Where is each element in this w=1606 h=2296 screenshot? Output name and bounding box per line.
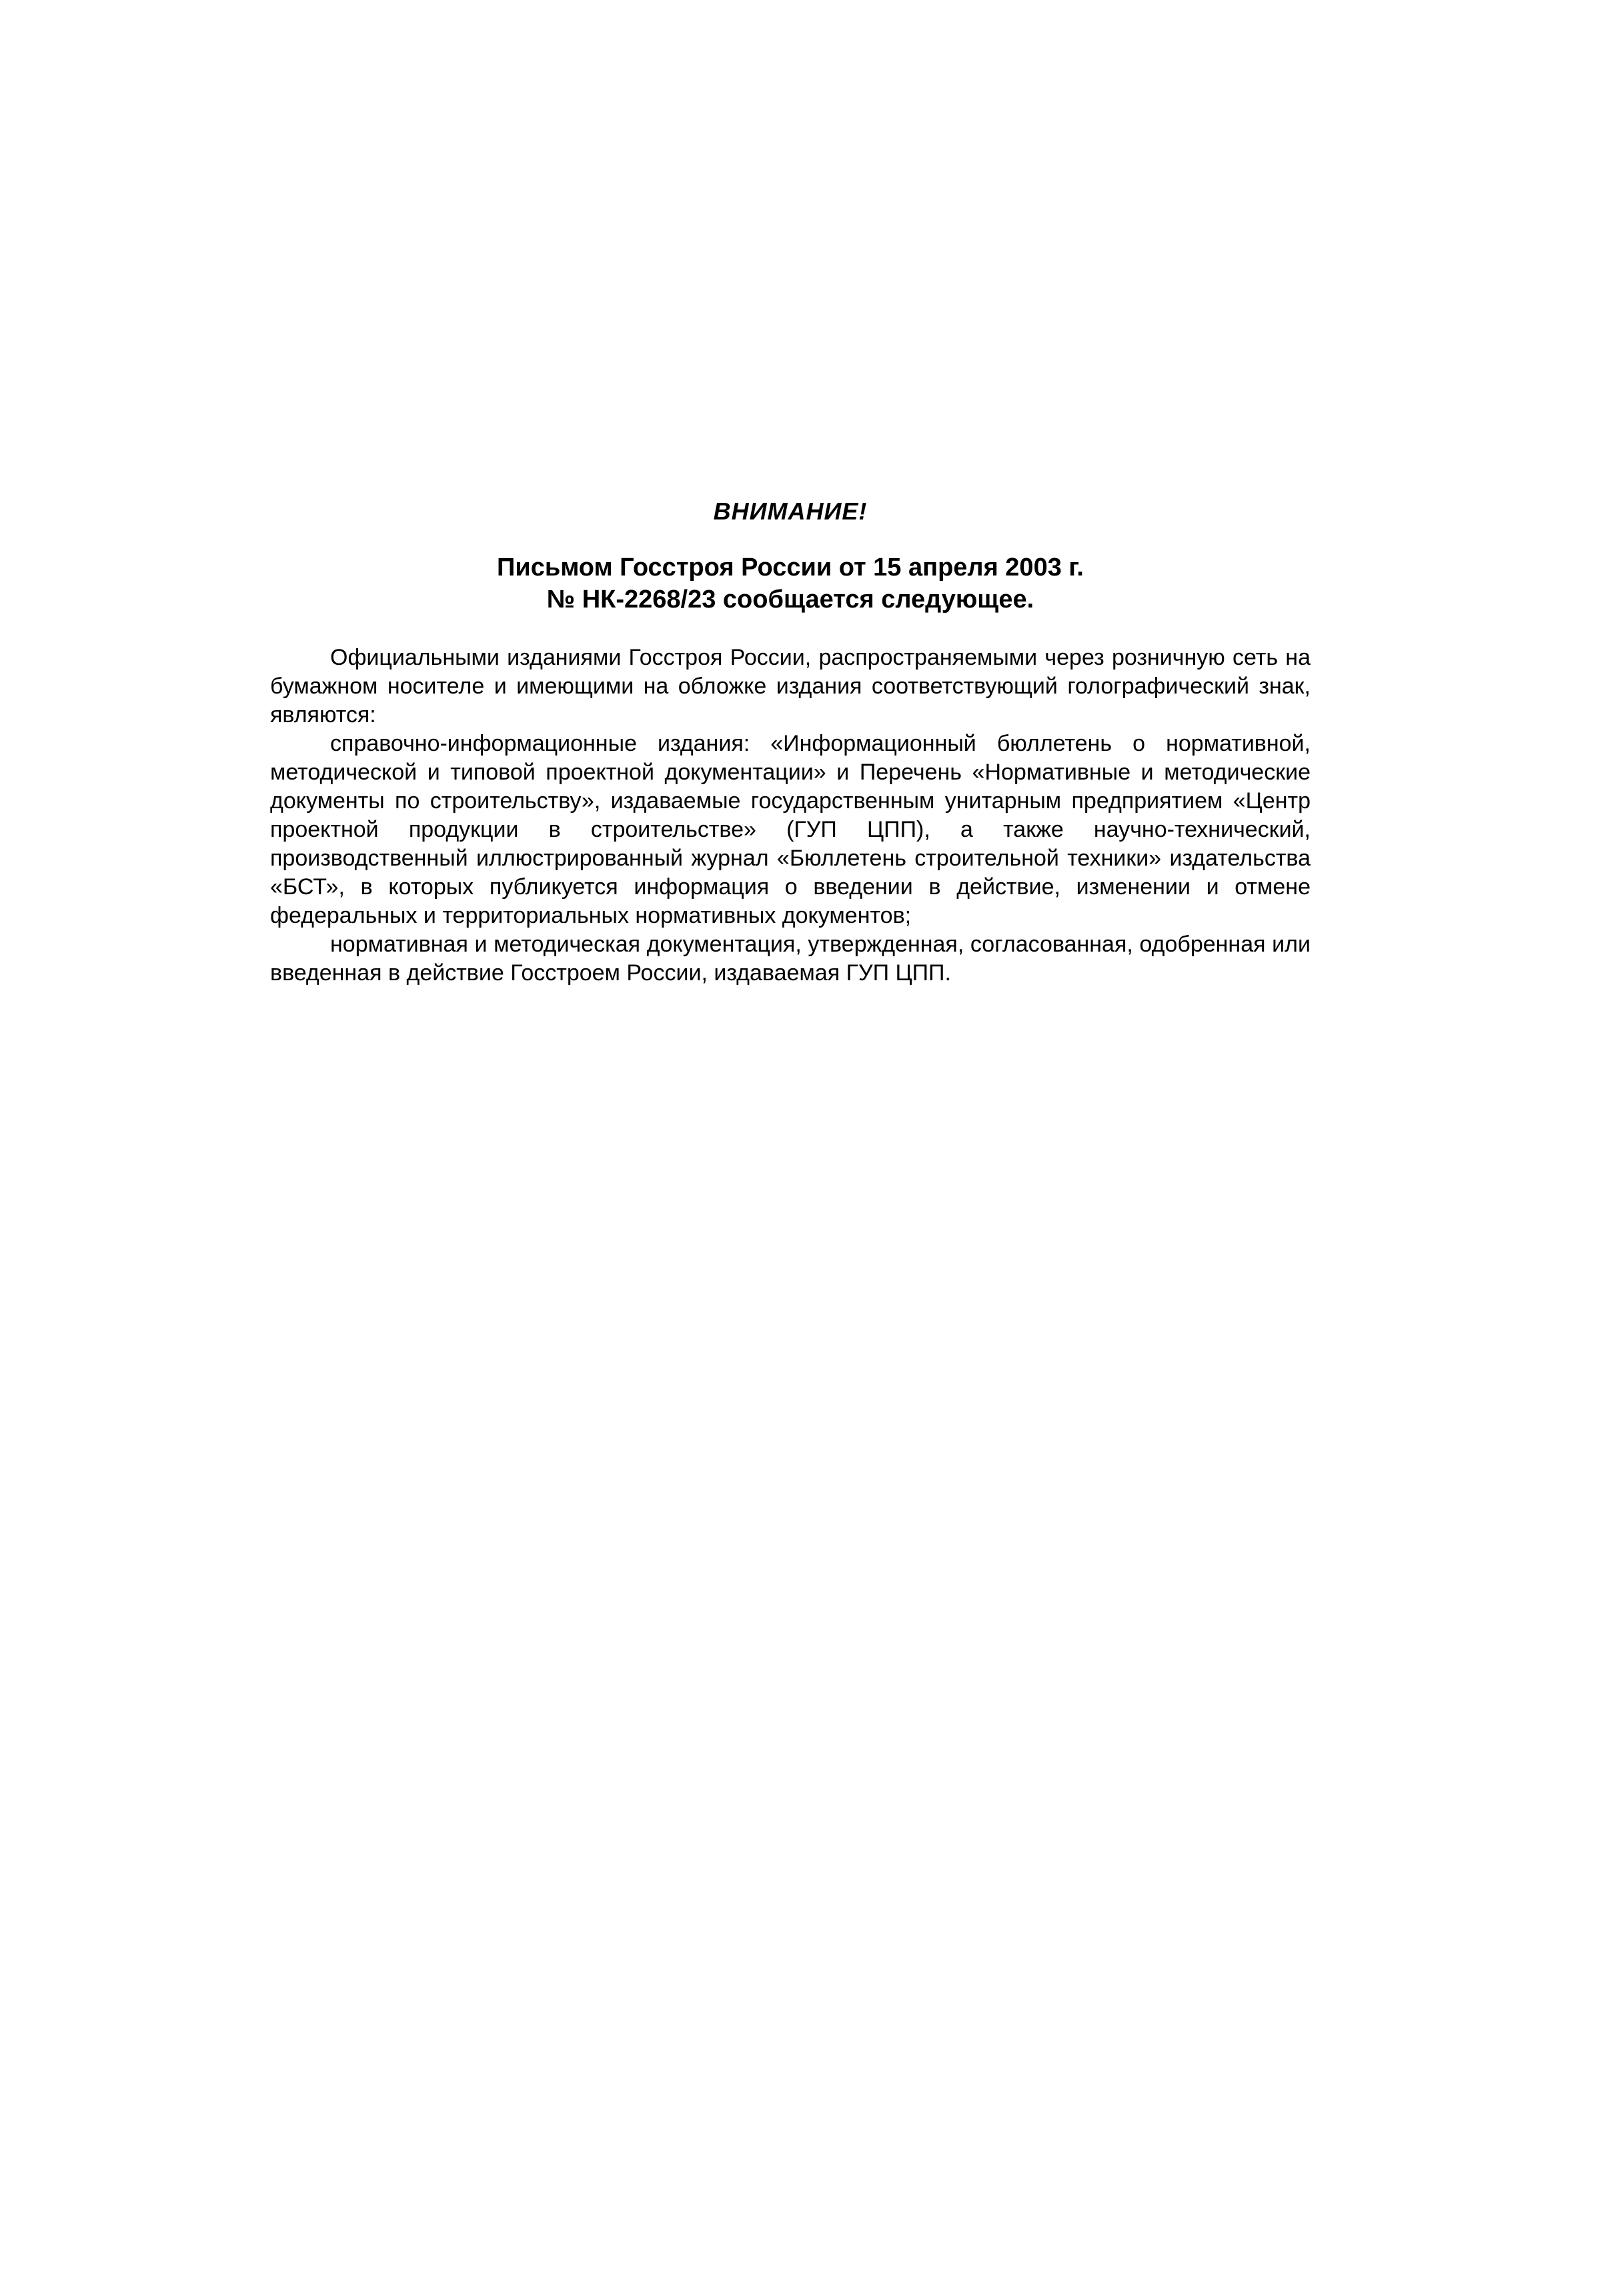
notice-block xyxy=(270,497,1311,988)
body-paragraph-3: нормативная и методическая документация, утвержденная, согласованная, одобренная или введенная в действие Госстроем России, издаваемая ГУП ЦПП. xyxy=(270,932,1311,986)
attention-heading: ВНИМАНИЕ! xyxy=(713,497,868,525)
body-paragraph-2: справочно-информационные издания: «Информационный бюллетень о нормативной, методической и типовой проектной документации» и Перечень «Нормативные и методические документы по строительству», издаваемые государственным унитарным предприятием «Центр проектной продукции в строительстве» (ГУП ЦПП), а также научно-технический, производственный иллюстрированный журнал «Бюллетень строительной техники» издательства «БСТ», в которых публикуется информация о введении в действие, изменении и отмене федеральных и территориальных нормативных документов; xyxy=(270,731,1311,928)
letter-reference xyxy=(270,551,1311,616)
body-paragraph-1: Официальными изданиями Госстроя России, распространяемыми через розничную сеть на бумажном носителе и имеющими на обложке издания соответствующий голографический знак, являются: xyxy=(270,645,1311,728)
letter-reference-line-1: Письмом Госстроя России от 15 апреля 2003 г. xyxy=(497,553,1084,582)
letter-reference-line-2: № НК-2268/23 сообщается следующее. xyxy=(546,586,1034,614)
notice-body xyxy=(270,644,1311,988)
